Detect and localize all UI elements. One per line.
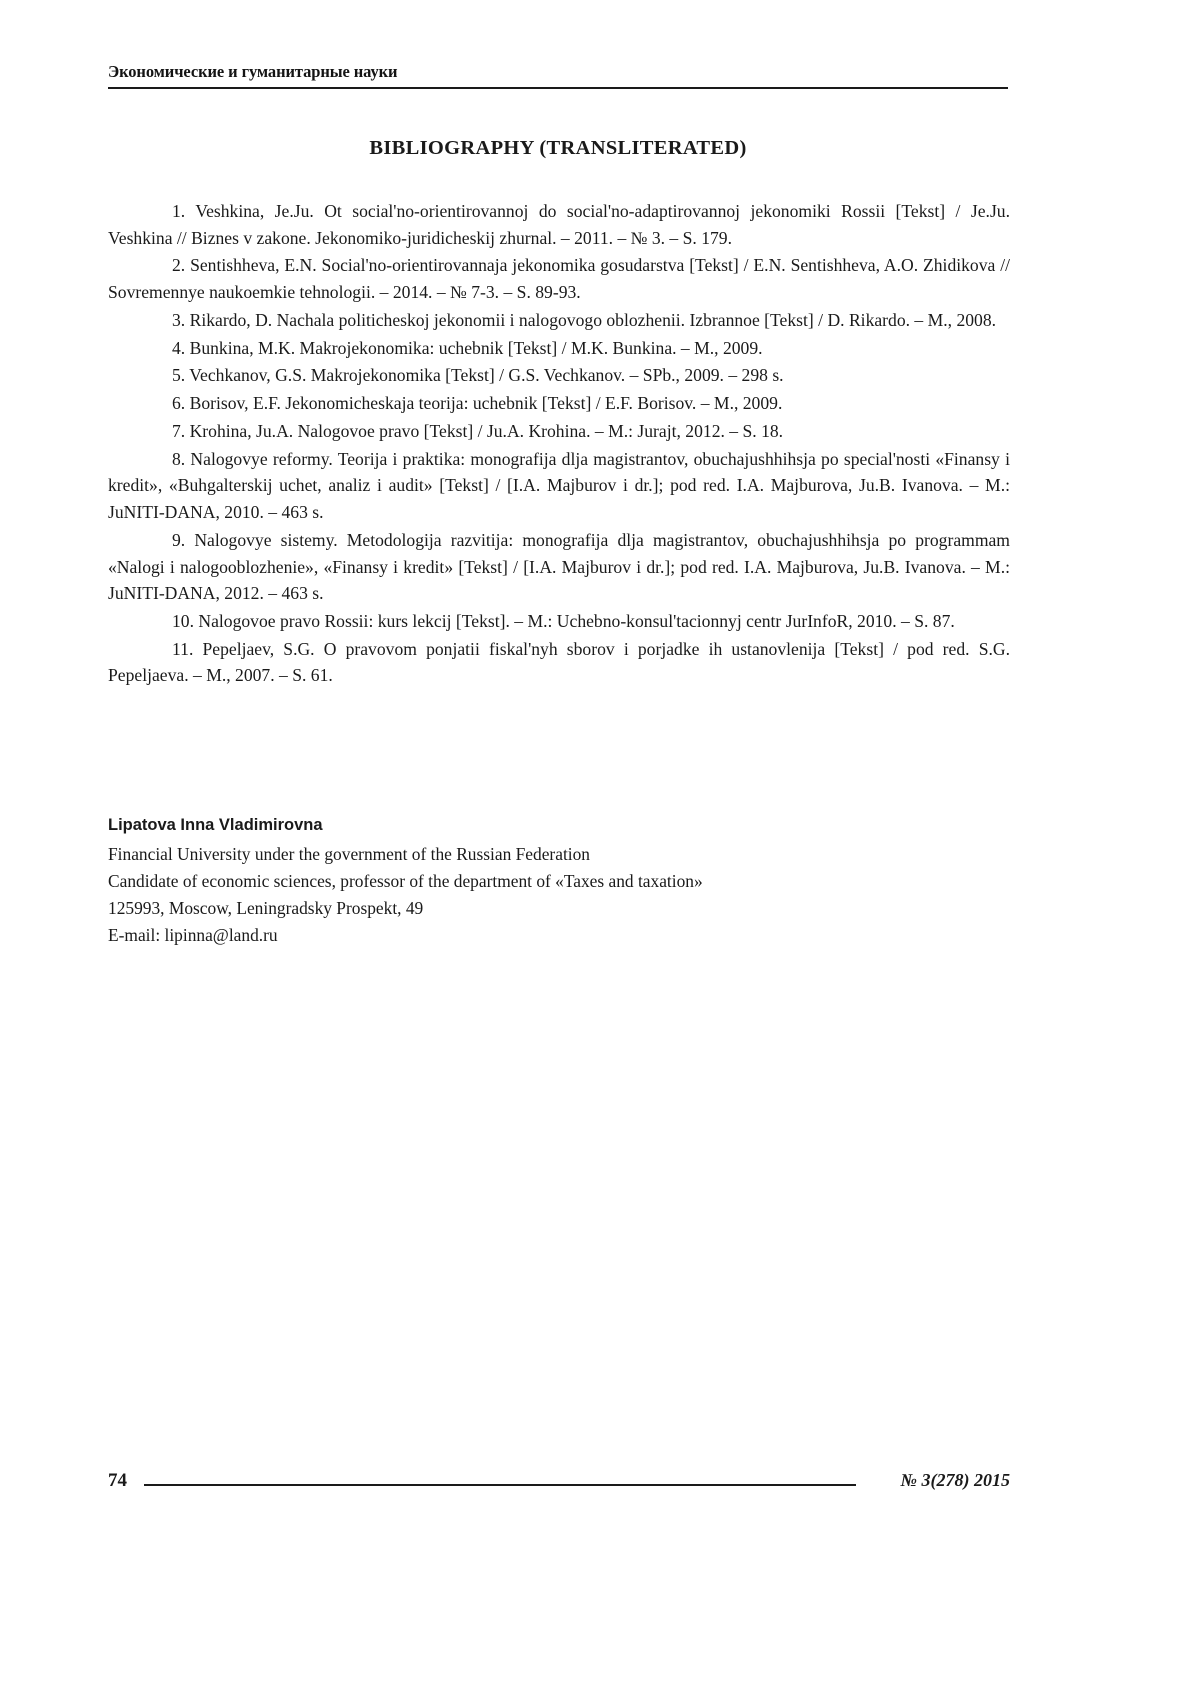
footer-page-number: 74 — [108, 1470, 127, 1491]
bibliography-entry: 10. Nalogovoe pravo Rossii: kurs lekcij [Tekst]. – M.: Uchebno-konsul'tacionnyj centr JurInfoR, 2010. – S. 87. — [172, 611, 955, 632]
bibliography-entry: 2. Sentishheva, E.N. Social'no-orientirovannaja jekonomika gosudarstva [Tekst] / E.N. Sentishheva, A.O. Zhidikova // Sovremennye naukoemkie tehnologii. – 2014. – № 7-3. – S. 89-93. — [108, 255, 1010, 303]
running-head — [108, 62, 1008, 82]
bibliography-entry: 7. Krohina, Ju.A. Nalogovoe pravo [Tekst] / Ju.A. Krohina. – M.: Jurajt, 2012. – S. 18. — [172, 420, 784, 441]
author-address: 125993, Moscow, Leningradsky Prospekt, 49 — [108, 897, 424, 918]
bibliography-entry: 3. Rikardo, D. Nachala politicheskoj jekonomii i nalogovogo oblozhenii. Izbrannoe [Tekst] / D. Rikardo. – M., 2008. — [172, 309, 997, 330]
author-position: Candidate of economic sciences, professor of the department of «Taxes and taxation» — [108, 870, 703, 891]
bibliography-entry: 5. Vechkanov, G.S. Makrojekonomika [Tekst] / G.S. Vechkanov. – SPb., 2009. – 298 s. — [172, 365, 784, 386]
footer-issue-label: № 3(278) 2015 — [900, 1470, 1010, 1490]
bibliography-entry: 6. Borisov, E.F. Jekonomicheskaja teorija: uchebnik [Tekst] / E.F. Borisov. – M., 2009. — [172, 393, 783, 414]
bibliography-entry: 9. Nalogovye sistemy. Metodologija razvitija: monografija dlja magistrantov, obuchajushhihsja po programmam «Nalogi i nalogooblozhenie», «Finansy i kredit» [Tekst] / [I.A. Majburov i dr.]; pod red. I.A. Majburova, Ju.B. Ivanova. – M.: JuNITI-DANA, 2012. – 463 s. — [108, 529, 1010, 604]
author-email: E-mail: lipinna@land.ru — [108, 924, 278, 945]
author-affiliation: Financial University under the government of the Russian Federation — [108, 843, 590, 864]
bibliography-list — [108, 198, 1010, 690]
running-head-text: Экономические и гуманитарные науки — [108, 62, 398, 81]
bibliography-entry: 8. Nalogovye reformy. Teorija i praktika: monografija dlja magistrantov, obuchajushhihsja po special'nosti «Finansy i kredit», «Buhgalterskij uchet, analiz i audit» [Tekst] / [I.A. Majburov i dr.]; pod red. I.A. Majburova, Ju.B. Ivanova. – M.: JuNITI-DANA, 2010. – 463 s. — [108, 448, 1010, 523]
page-footer — [108, 1470, 1010, 1500]
bibliography-entry: 1. Veshkina, Je.Ju. Ot social'no-orientirovannoj do social'no-adaptirovannoj jekonomiki Rossii [Tekst] / Je.Ju. Veshkina // Biznes v zakone. Jekonomiko-juridicheskij zhurnal. – 2011. – № 3. – S. 179. — [108, 201, 1010, 248]
author-name: Lipatova Inna Vladimirovna — [108, 816, 323, 834]
bibliography-entry: 4. Bunkina, M.K. Makrojekonomika: uchebnik [Tekst] / M.K. Bunkina. – M., 2009. — [172, 337, 763, 358]
bibliography-entry: 11. Pepeljaev, S.G. O pravovom ponjatii fiskal'nyh sborov i porjadke ih ustanovlenija [Tekst] / pod red. S.G. Pepeljaeva. – M., 2007. – S. 61. — [108, 638, 1010, 686]
footer-divider — [144, 1484, 856, 1486]
running-head-divider — [108, 87, 1008, 89]
author-info-block — [108, 812, 1010, 949]
page-title: BIBLIOGRAPHY (TRANSLITERATED) — [369, 137, 747, 159]
